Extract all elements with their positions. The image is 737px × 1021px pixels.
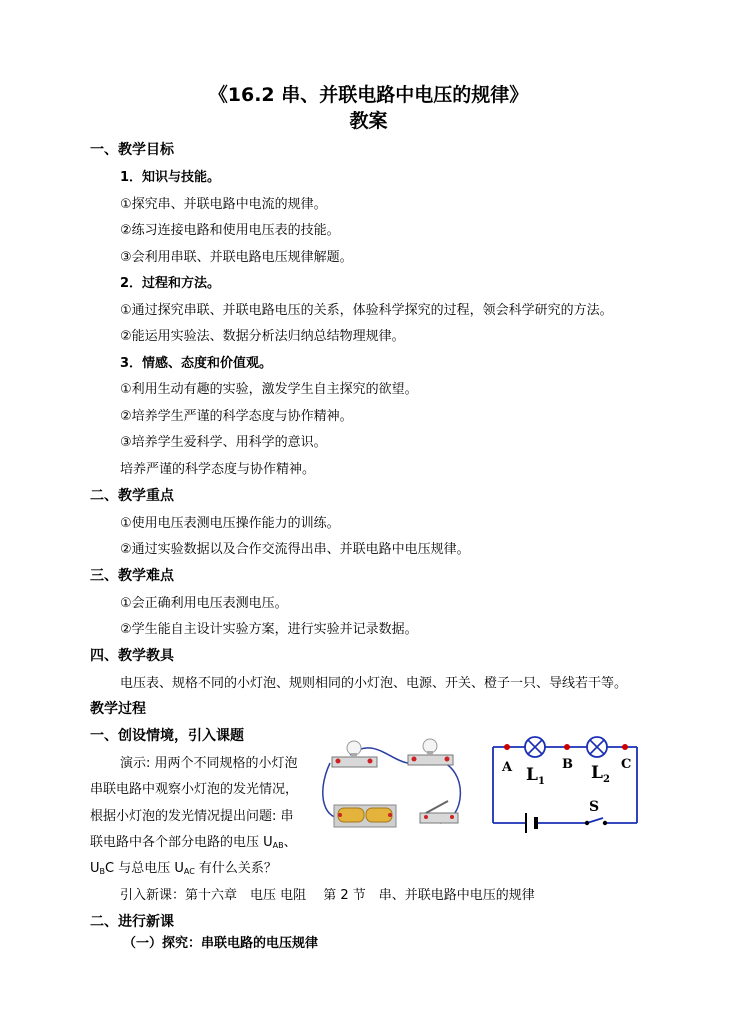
switch-pivot xyxy=(585,821,589,825)
emotion-item-1: ①利用生动有趣的实验，激发学生自主探究的欲望。 xyxy=(120,382,418,397)
battery-pack xyxy=(334,805,396,827)
demo-line-1: 演示: 用两个不同规格的小灯泡 xyxy=(120,756,298,771)
page-title: 《16.2 串、并联电路中电压的规律》 xyxy=(208,84,529,106)
knowledge-item-3: ③会利用串联、并联电路电压规律解题。 xyxy=(120,250,353,265)
process-method-heading: 2．过程和方法。 xyxy=(120,276,221,291)
page-subtitle: 教案 xyxy=(349,110,388,132)
label-b: B xyxy=(562,757,573,772)
process-method-item-1: ①通过探究串联、并联电路电压的关系，体验科学探究的过程，领会科学研究的方法。 xyxy=(120,303,613,318)
section-tools-heading: 四、教学教具 xyxy=(90,648,174,664)
label-a: A xyxy=(502,760,513,775)
label-l2: $L_2$ xyxy=(591,763,610,785)
knowledge-item-1: ①探究串、并联电路中电流的规律。 xyxy=(120,197,327,212)
knowledge-item-2: ②练习连接电路和使用电压表的技能。 xyxy=(120,223,340,238)
situation-heading: 一、创设情境，引入课题 xyxy=(90,728,244,744)
series-circuit-diagram xyxy=(485,730,645,835)
lamp-holder-left xyxy=(332,741,377,767)
lamp-l2-symbol xyxy=(587,737,607,757)
teaching-process-heading: 教学过程 xyxy=(90,701,146,717)
key-point-1: ①使用电压表测电压操作能力的训练。 xyxy=(120,516,340,531)
series-voltage-subheading: （一）探究：串联电路的电压规律 xyxy=(123,936,319,951)
experiment-photo xyxy=(320,735,470,835)
label-l1: $L_1$ xyxy=(526,765,545,787)
emotion-item-3: ③培养学生爱科学、用科学的意识。 xyxy=(120,435,327,450)
new-lesson-line: 引入新课：第十六章 电压 电阻 第 2 节 串、并联电路中电压的规律 xyxy=(120,888,535,903)
lamp-l1-symbol xyxy=(525,737,545,757)
battery-symbol xyxy=(526,813,536,833)
key-point-2: ②通过实验数据以及合作交流得出串、并联电路中电压规律。 xyxy=(120,542,470,557)
emotion-item-2: ②培养学生严谨的科学态度与协作精神。 xyxy=(120,409,353,424)
switch-contact xyxy=(603,821,607,825)
demo-line-3: 根据小灯泡的发光情况提出问题: 串 xyxy=(90,809,294,824)
emotion-heading: 3．情感、态度和价值观。 xyxy=(120,356,273,371)
lamp-holder-right xyxy=(408,739,453,765)
section-objectives-heading: 一、教学目标 xyxy=(90,142,174,158)
node-c xyxy=(622,744,628,750)
emotion-item-4: 培养严谨的科学态度与协作精神。 xyxy=(120,462,316,477)
demo-line-5: $U_BC$ 与总电压 $U_{AC}$ 有什么关系？ xyxy=(90,861,277,876)
tools-list: 电压表、规格不同的小灯泡、规则相同的小灯泡、电源、开关、橙子一只、导线若干等。 xyxy=(120,676,628,691)
knowledge-heading: 1．知识与技能。 xyxy=(120,170,221,185)
label-s: S xyxy=(589,799,600,815)
section-key-points-heading: 二、教学重点 xyxy=(90,488,174,504)
process-method-item-2: ②能运用实验法、数据分析法归纳总结物理规律。 xyxy=(120,329,405,344)
node-b xyxy=(564,744,570,750)
demo-line-4: 联电路中各个部分电路的电压 $U_{AB}$、 xyxy=(90,835,297,850)
new-lesson-heading: 二、进行新课 xyxy=(90,914,174,930)
section-difficulties-heading: 三、教学难点 xyxy=(90,568,174,584)
demo-line-2: 串联电路中观察小灯泡的发光情况， xyxy=(90,782,299,797)
difficulty-2: ②学生能自主设计实验方案，进行实验并记录数据。 xyxy=(120,622,418,637)
label-c: C xyxy=(621,757,632,772)
difficulty-1: ①会正确利用电压表测电压。 xyxy=(120,596,288,611)
switch-device xyxy=(420,801,458,823)
node-a xyxy=(504,744,510,750)
